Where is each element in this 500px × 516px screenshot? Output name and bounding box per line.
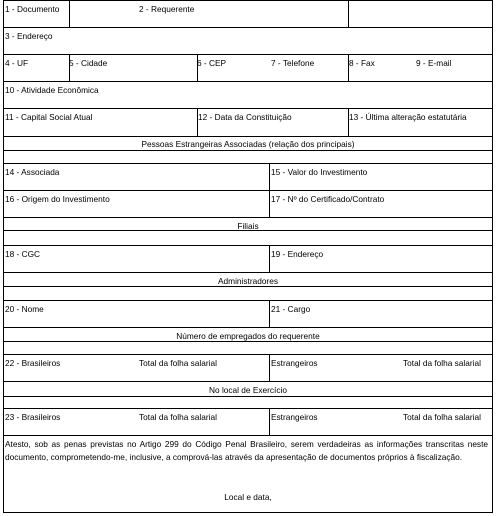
rule <box>3 108 493 109</box>
section-title-administrators: Administradores <box>218 276 278 286</box>
divider <box>69 0 70 27</box>
divider <box>269 408 270 435</box>
rule <box>3 272 493 273</box>
field-requerente: 2 - Requerente <box>139 4 195 14</box>
label-total-folha-salarial: Total da folha salarial <box>403 412 481 422</box>
field-ultima-alteracao: 13 - Última alteração estatutária <box>349 112 467 122</box>
field-capital-social: 11 - Capital Social Atual <box>5 112 93 122</box>
label-total-folha-salarial: Total da folha salarial <box>139 358 217 368</box>
rule <box>3 381 493 382</box>
field-nome: 20 - Nome <box>5 304 44 314</box>
rule <box>3 396 493 397</box>
label-estrangeiros: Estrangeiros <box>271 358 318 368</box>
field-data-constituicao: 12 - Data da Constituição <box>198 112 292 122</box>
rule <box>3 54 493 55</box>
field-atividade-economica: 10 - Atividade Econômica <box>5 85 99 95</box>
field-numero-certificado: 17 - Nº do Certificado/Contrato <box>271 194 385 204</box>
form-frame <box>3 0 493 513</box>
field-cep: 6 - CEP <box>197 58 227 68</box>
rule <box>3 163 493 164</box>
rule <box>3 136 493 137</box>
rule <box>3 354 493 355</box>
divider <box>269 163 270 217</box>
divider <box>269 354 270 381</box>
field-origem-investimento: 16 - Origem do Investimento <box>5 194 110 204</box>
field-fax: 8 - Fax <box>349 58 375 68</box>
rule <box>3 81 493 82</box>
rule <box>3 408 493 409</box>
rule <box>3 245 493 246</box>
field-uf: 4 - UF <box>5 58 29 68</box>
label-total-folha-salarial: Total da folha salarial <box>139 412 217 422</box>
rule <box>3 190 493 191</box>
rule <box>3 300 493 301</box>
rule <box>3 217 493 218</box>
field-documento: 1 - Documento <box>5 4 60 14</box>
field-cargo: 21 - Cargo <box>271 304 311 314</box>
rule <box>3 27 493 28</box>
divider <box>269 300 270 327</box>
field-endereco: 3 - Endereço <box>5 31 53 41</box>
field-brasileiros: 22 - Brasileiros <box>5 358 61 368</box>
section-title-employees: Número de empregados do requerente <box>176 331 320 341</box>
attestation-paragraph: Atesto, sob as penas previstas no Artigo 299 do Código Penal Brasileiro, serem verdadeiras as informações transcritas neste documento, comprometendo-me, inclusive, a comprová-las através da apresentação de documentos próprios à fiscalização. <box>5 439 488 462</box>
divider <box>348 0 349 27</box>
label-total-folha-salarial: Total da folha salarial <box>403 358 481 368</box>
divider <box>269 245 270 272</box>
field-brasileiros-local: 23 - Brasileiros <box>5 412 61 422</box>
rule <box>3 341 493 342</box>
rule <box>3 0 493 1</box>
field-valor-investimento: 15 - Valor do Investimento <box>271 167 368 177</box>
place-and-date: Local e data, <box>224 492 272 502</box>
field-endereco-filial: 19 - Endereço <box>271 249 324 259</box>
label-estrangeiros: Estrangeiros <box>271 412 318 422</box>
field-email: 9 - E-mail <box>416 58 452 68</box>
field-cidade: 5 - Cidade <box>69 58 108 68</box>
field-telefone: 7 - Telefone <box>271 58 315 68</box>
rule <box>3 150 493 151</box>
section-title-foreign-associates: Pessoas Estrangeiras Associadas (relação dos principais) <box>141 139 355 149</box>
section-title-branches: Filiais <box>237 221 259 231</box>
field-associada: 14 - Associada <box>5 167 60 177</box>
rule <box>3 286 493 287</box>
rule <box>3 435 493 436</box>
rule <box>3 327 493 328</box>
section-title-local-exercicio: No local de Exercício <box>209 385 287 395</box>
field-cgc: 18 - CGC <box>5 249 41 259</box>
